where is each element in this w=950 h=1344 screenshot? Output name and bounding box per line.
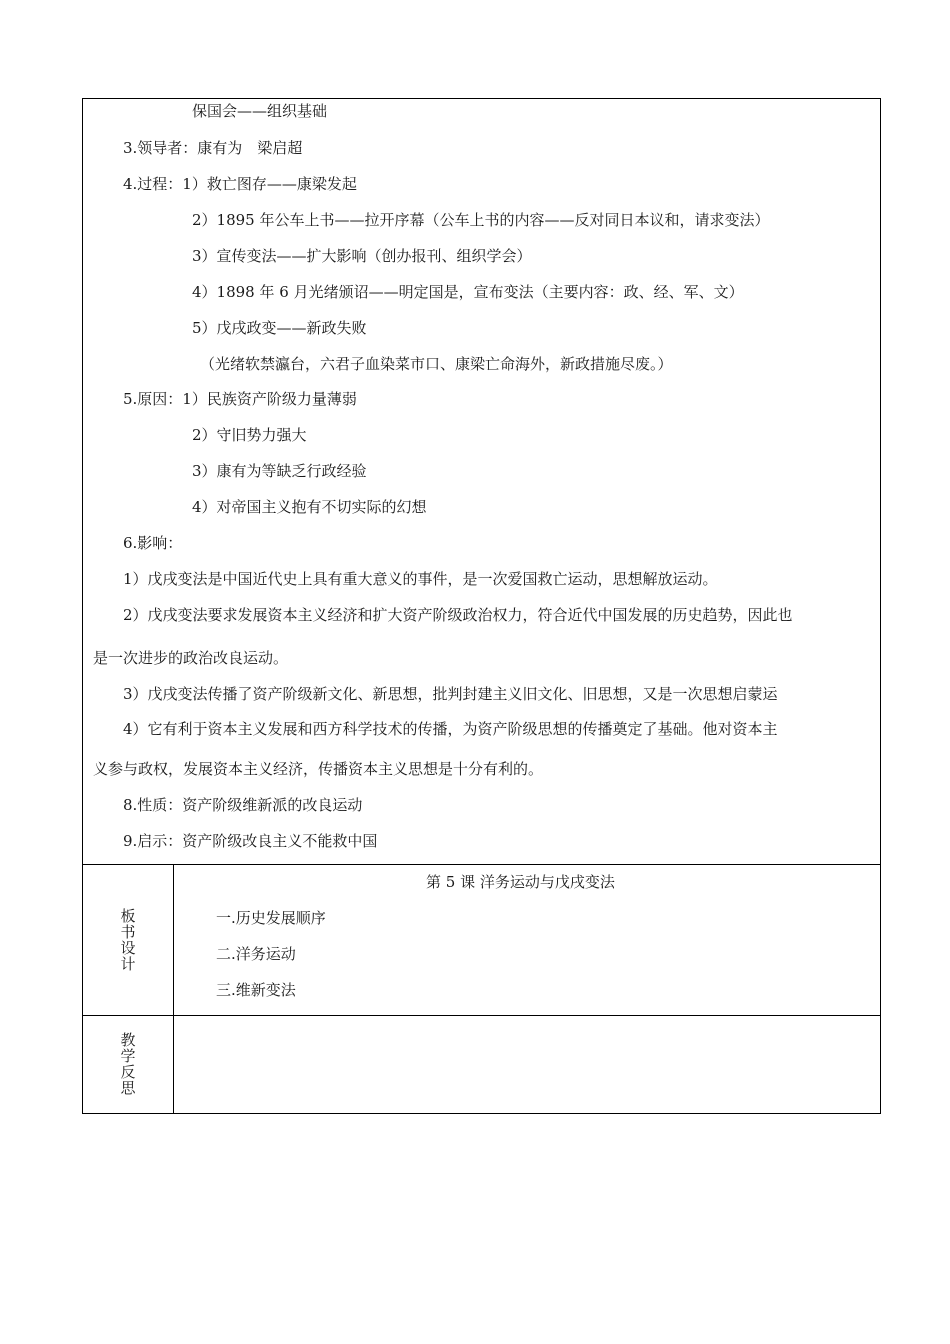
text-line: 义参与政权，发展资本主义经济，传播资本主义思想是十分有利的。 bbox=[93, 760, 544, 778]
text-line: 8.性质：资产阶级维新派的改良运动 bbox=[123, 796, 363, 814]
text-line: 是一次进步的政治改良运动。 bbox=[93, 649, 289, 667]
board-item: 三.维新变法 bbox=[216, 981, 296, 999]
text-line: 2）戊戌变法要求发展资本主义经济和扩大资产阶级政治权力，符合近代中国发展的历史趋势，因此也 bbox=[123, 606, 793, 624]
board-design-label: 板 书 设 计 bbox=[83, 865, 174, 1015]
teaching-reflection-label: 教 学 反 思 bbox=[83, 1016, 174, 1113]
text-line: 3）戊戌变法传播了资产阶级新文化、新思想，批判封建主义旧文化、旧思想，又是一次思想启蒙运 bbox=[123, 685, 778, 703]
board-item: 二.洋务运动 bbox=[216, 945, 296, 963]
board-item: 一.历史发展顺序 bbox=[216, 909, 326, 927]
text-line: 4）对帝国主义抱有不切实际的幻想 bbox=[192, 498, 427, 516]
text-line: 4.过程：1）救亡图存——康梁发起 bbox=[123, 175, 357, 193]
lesson-plan-table bbox=[82, 98, 881, 1114]
text-line: 3）宣传变法——扩大影响（创办报刊、组织学会） bbox=[192, 247, 532, 265]
text-line: 5.原因：1）民族资产阶级力量薄弱 bbox=[123, 390, 357, 408]
text-line: 5）戊戌政变——新政失败 bbox=[192, 319, 367, 337]
text-line: 1）戊戌变法是中国近代史上具有重大意义的事件，是一次爱国救亡运动，思想解放运动。 bbox=[123, 570, 718, 588]
text-line: 4）它有利于资本主义发展和西方科学技术的传播，为资产阶级思想的传播奠定了基础。他对资本主 bbox=[123, 720, 778, 738]
teaching-reflection-row bbox=[83, 1016, 880, 1113]
board-design-row bbox=[83, 865, 880, 1016]
board-title: 第 5 课 洋务运动与戊戌变法 bbox=[426, 873, 615, 891]
text-line: 3.领导者：康有为 梁启超 bbox=[123, 139, 303, 157]
text-line: 6.影响： bbox=[123, 534, 183, 552]
text-line: 2）守旧势力强大 bbox=[192, 426, 307, 444]
text-line: 2）1895 年公车上书——拉开序幕（公车上书的内容——反对同日本议和，请求变法） bbox=[192, 211, 770, 229]
content-row bbox=[83, 99, 880, 865]
text-line: （光绪软禁瀛台，六君子血染菜市口、康梁亡命海外，新政措施尽废。） bbox=[200, 355, 673, 373]
text-line: 3）康有为等缺乏行政经验 bbox=[192, 462, 367, 480]
text-line: 保国会——组织基础 bbox=[192, 102, 328, 120]
text-line: 9.启示：资产阶级改良主义不能救中国 bbox=[123, 832, 378, 850]
text-line: 4）1898 年 6 月光绪颁诏——明定国是，宣布变法（主要内容：政、经、军、文） bbox=[192, 283, 744, 301]
